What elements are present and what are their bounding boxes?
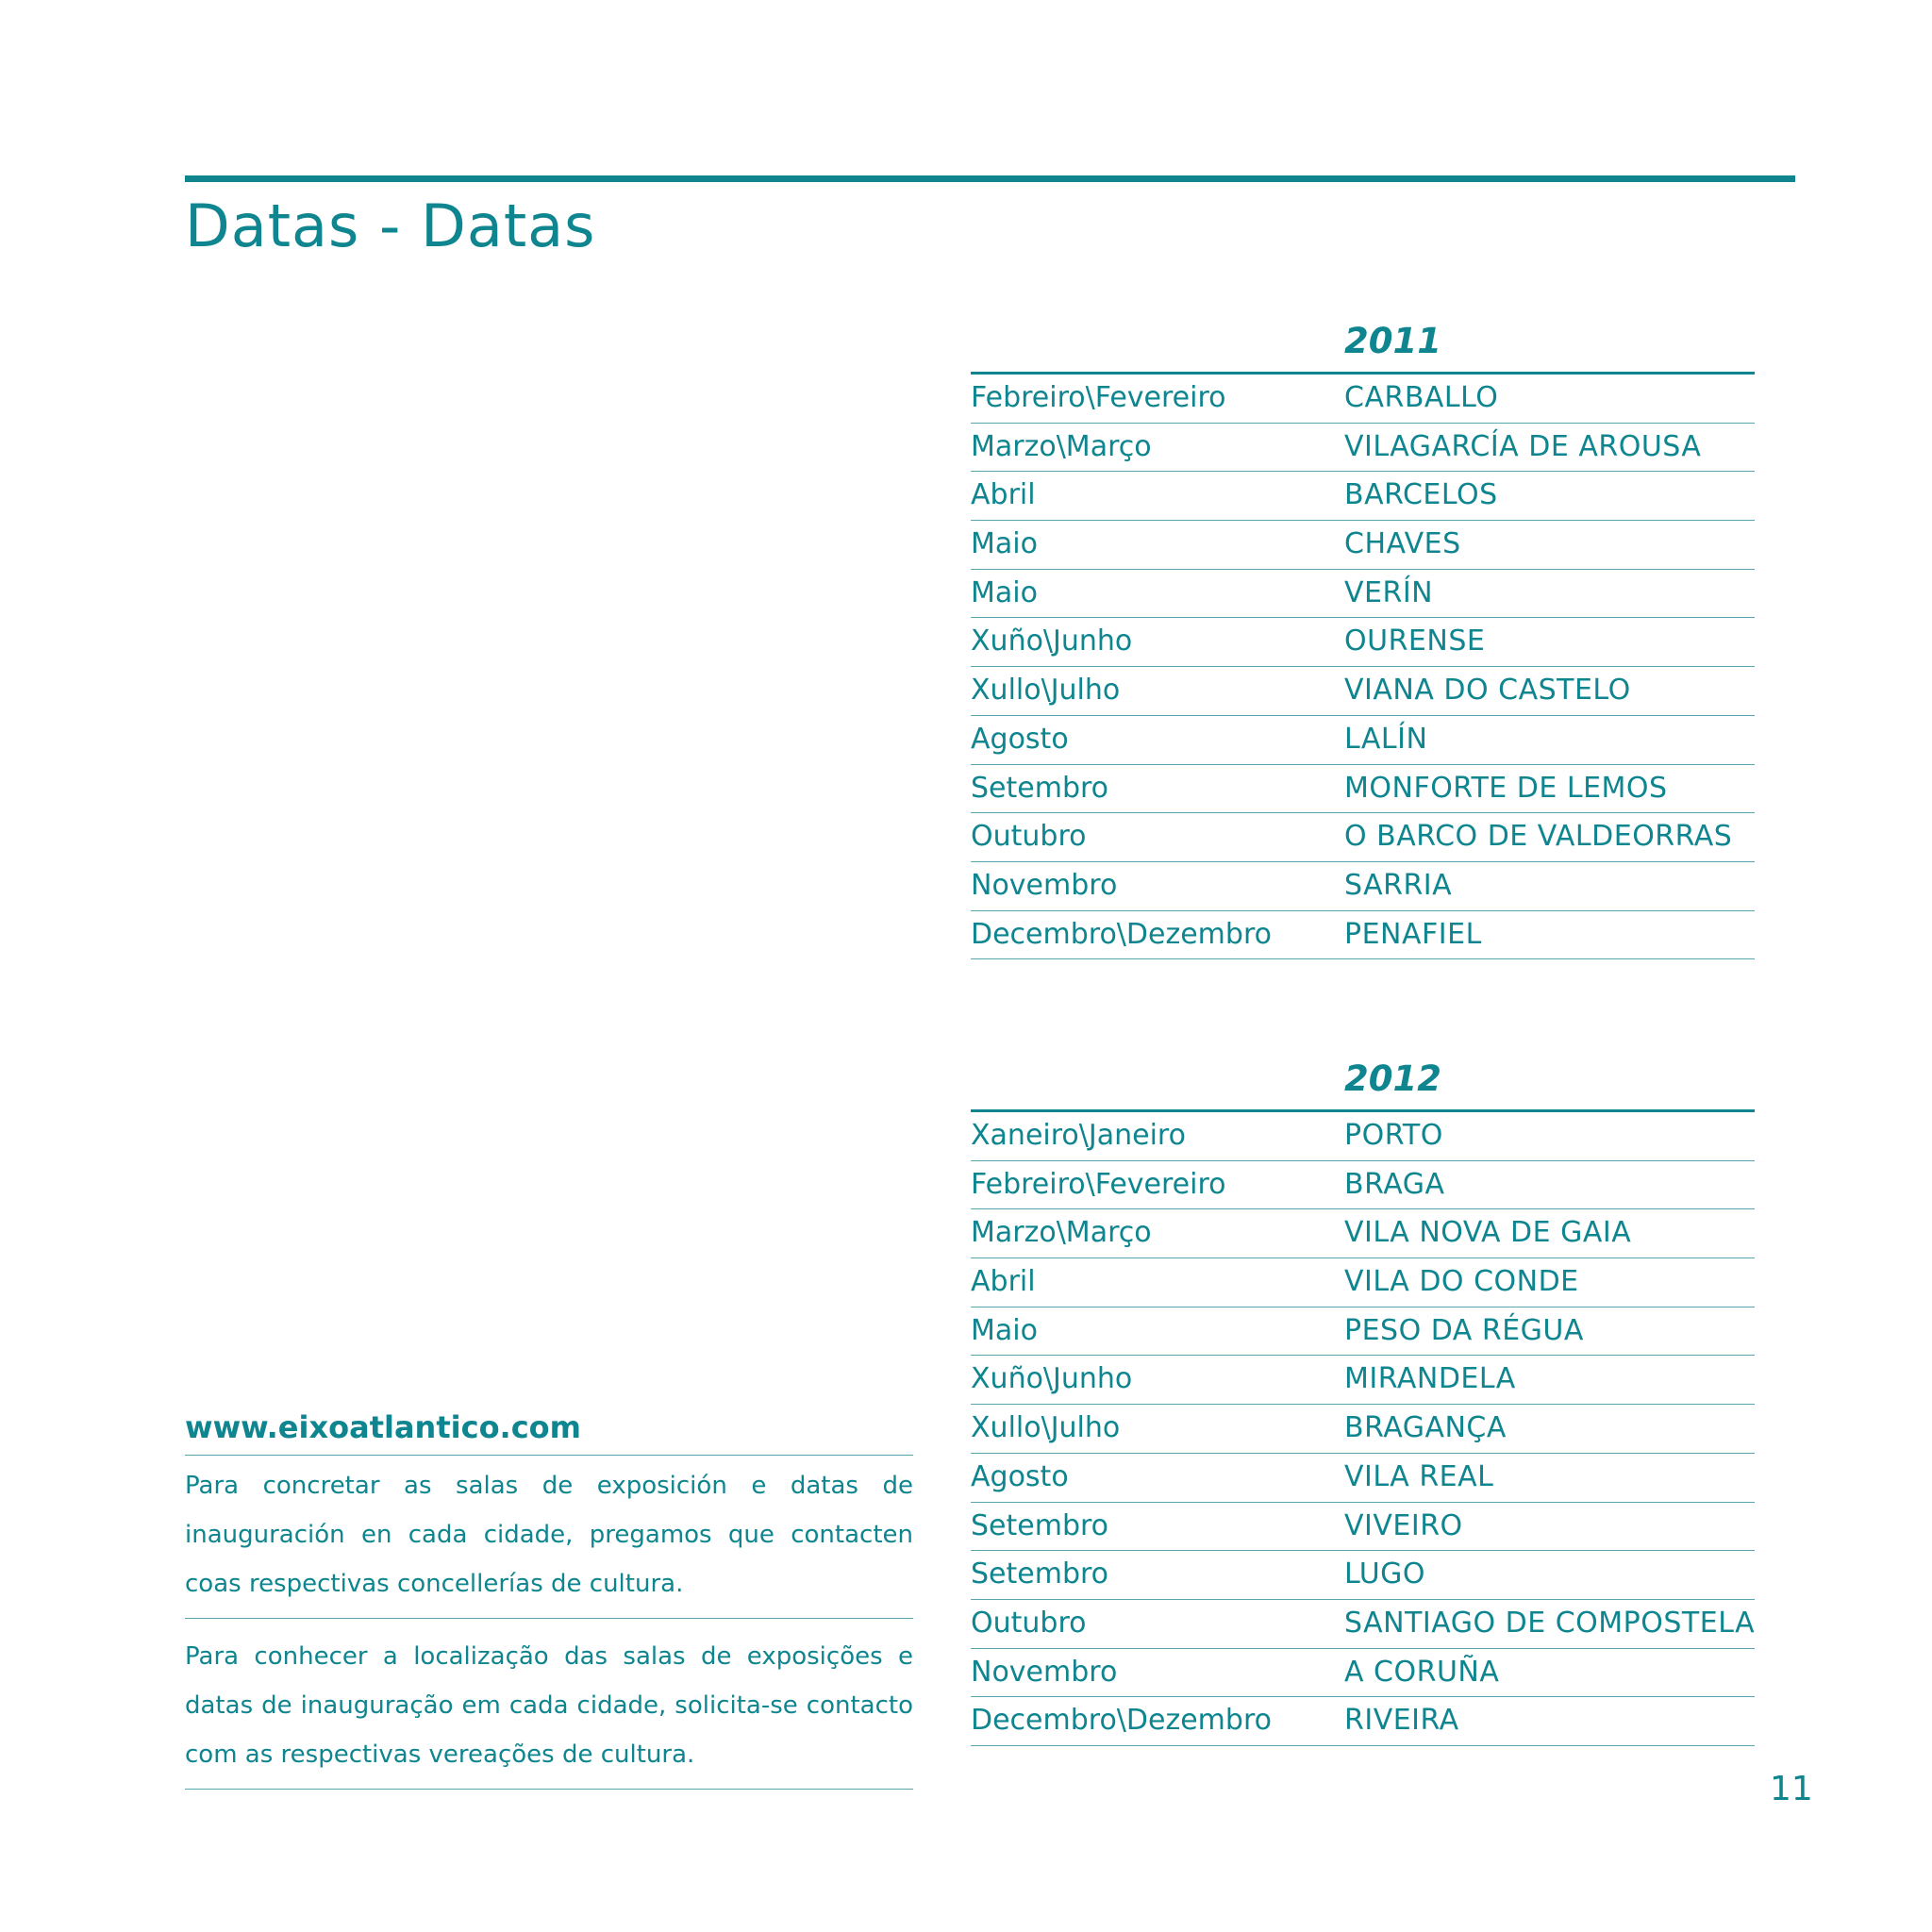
month-cell: Xullo\Julho xyxy=(971,1411,1121,1445)
table-row xyxy=(971,1697,1755,1746)
year-header xyxy=(971,1053,1755,1112)
table-row xyxy=(971,1405,1755,1454)
month-cell: Setembro xyxy=(971,1508,1109,1542)
city-cell: RIVEIRA xyxy=(1344,1704,1459,1738)
table-row xyxy=(971,862,1755,911)
website-link[interactable]: www.eixoatlantico.com xyxy=(185,1402,913,1456)
city-cell: VILA NOVA DE GAIA xyxy=(1344,1216,1632,1250)
table-row xyxy=(971,1161,1755,1210)
table-row xyxy=(971,813,1755,862)
table-row xyxy=(971,716,1755,765)
schedule-2011-table xyxy=(971,315,1755,959)
table-row xyxy=(971,1258,1755,1307)
month-cell: Decembro\Dezembro xyxy=(971,917,1272,951)
month-cell: Xullo\Julho xyxy=(971,674,1121,708)
city-cell: VILAGARCÍA DE AROUSA xyxy=(1344,429,1702,463)
month-cell: Abril xyxy=(971,478,1036,512)
month-cell: Agosto xyxy=(971,1459,1069,1493)
city-cell: LUGO xyxy=(1344,1557,1426,1591)
table-row xyxy=(971,472,1755,521)
month-cell: Agosto xyxy=(971,722,1069,756)
city-cell: PORTO xyxy=(1344,1119,1443,1152)
schedule-2012-table xyxy=(971,1053,1755,1746)
month-cell: Setembro xyxy=(971,1557,1109,1591)
month-cell: Febreiro\Fevereiro xyxy=(971,1167,1226,1201)
year-label: 2012 xyxy=(1344,1058,1441,1099)
month-cell: Outubro xyxy=(971,1606,1087,1640)
table-row xyxy=(971,911,1755,960)
city-cell: VIVEIRO xyxy=(1344,1508,1463,1542)
month-cell: Marzo\Março xyxy=(971,1216,1152,1250)
city-cell: VILA DO CONDE xyxy=(1344,1265,1579,1299)
month-cell: Novembro xyxy=(971,1655,1118,1689)
city-cell: BARCELOS xyxy=(1344,478,1498,512)
month-cell: Xaneiro\Janeiro xyxy=(971,1119,1186,1152)
city-cell: LALÍN xyxy=(1344,722,1428,756)
city-cell: BRAGANÇA xyxy=(1344,1411,1507,1445)
year-header xyxy=(971,315,1755,375)
month-cell: Maio xyxy=(971,575,1038,609)
table-row xyxy=(971,1209,1755,1258)
city-cell: CHAVES xyxy=(1344,527,1461,561)
month-cell: Outubro xyxy=(971,820,1087,854)
table-row xyxy=(971,1307,1755,1357)
month-cell: Xuño\Junho xyxy=(971,625,1133,658)
page-title: Datas - Datas xyxy=(185,192,596,260)
city-cell: MONFORTE DE LEMOS xyxy=(1344,771,1668,805)
month-cell: Febreiro\Fevereiro xyxy=(971,381,1226,414)
month-cell: Decembro\Dezembro xyxy=(971,1704,1272,1738)
top-rule xyxy=(185,175,1795,182)
table-row xyxy=(971,667,1755,716)
city-cell: PESO DA RÉGUA xyxy=(1344,1313,1584,1347)
city-cell: CARBALLO xyxy=(1344,381,1499,414)
table-row xyxy=(971,424,1755,473)
table-row xyxy=(971,765,1755,814)
city-cell: SANTIAGO DE COMPOSTELA xyxy=(1344,1606,1756,1640)
info-block xyxy=(185,1402,913,1790)
table-row xyxy=(971,618,1755,667)
table-row xyxy=(971,521,1755,570)
city-cell: PENAFIEL xyxy=(1344,917,1482,951)
month-cell: Xuño\Junho xyxy=(971,1362,1133,1396)
month-cell: Novembro xyxy=(971,868,1118,902)
city-cell: VILA REAL xyxy=(1344,1459,1494,1493)
page-number: 11 xyxy=(1770,1770,1813,1808)
table-row xyxy=(971,570,1755,619)
city-cell: VIANA DO CASTELO xyxy=(1344,674,1631,708)
month-cell: Maio xyxy=(971,527,1038,561)
month-cell: Setembro xyxy=(971,771,1109,805)
info-paragraph-galician: Para concretar as salas de exposición e datas de inauguración en cada cidade, pregamos que contacten coas respectivas concellerías de cultura. xyxy=(185,1456,913,1619)
city-cell: SARRIA xyxy=(1344,868,1453,902)
city-cell: MIRANDELA xyxy=(1344,1362,1516,1396)
table-row xyxy=(971,1356,1755,1405)
city-cell: BRAGA xyxy=(1344,1167,1445,1201)
city-cell: A CORUÑA xyxy=(1344,1655,1500,1689)
year-label: 2011 xyxy=(1344,321,1441,361)
city-cell: O BARCO DE VALDEORRAS xyxy=(1344,820,1733,854)
month-cell: Maio xyxy=(971,1313,1038,1347)
table-row xyxy=(971,1503,1755,1552)
table-row xyxy=(971,1112,1755,1161)
table-row xyxy=(971,375,1755,424)
month-cell: Abril xyxy=(971,1265,1036,1299)
table-row xyxy=(971,1600,1755,1649)
info-paragraph-portuguese: Para conhecer a localização das salas de exposições e datas de inauguração em cada cidade, solicita-se contacto com as respectivas vereações de cultura. xyxy=(185,1619,913,1790)
table-row xyxy=(971,1454,1755,1503)
city-cell: OURENSE xyxy=(1344,625,1486,658)
city-cell: VERÍN xyxy=(1344,575,1434,609)
month-cell: Marzo\Março xyxy=(971,429,1152,463)
table-row xyxy=(971,1649,1755,1698)
table-row xyxy=(971,1551,1755,1600)
